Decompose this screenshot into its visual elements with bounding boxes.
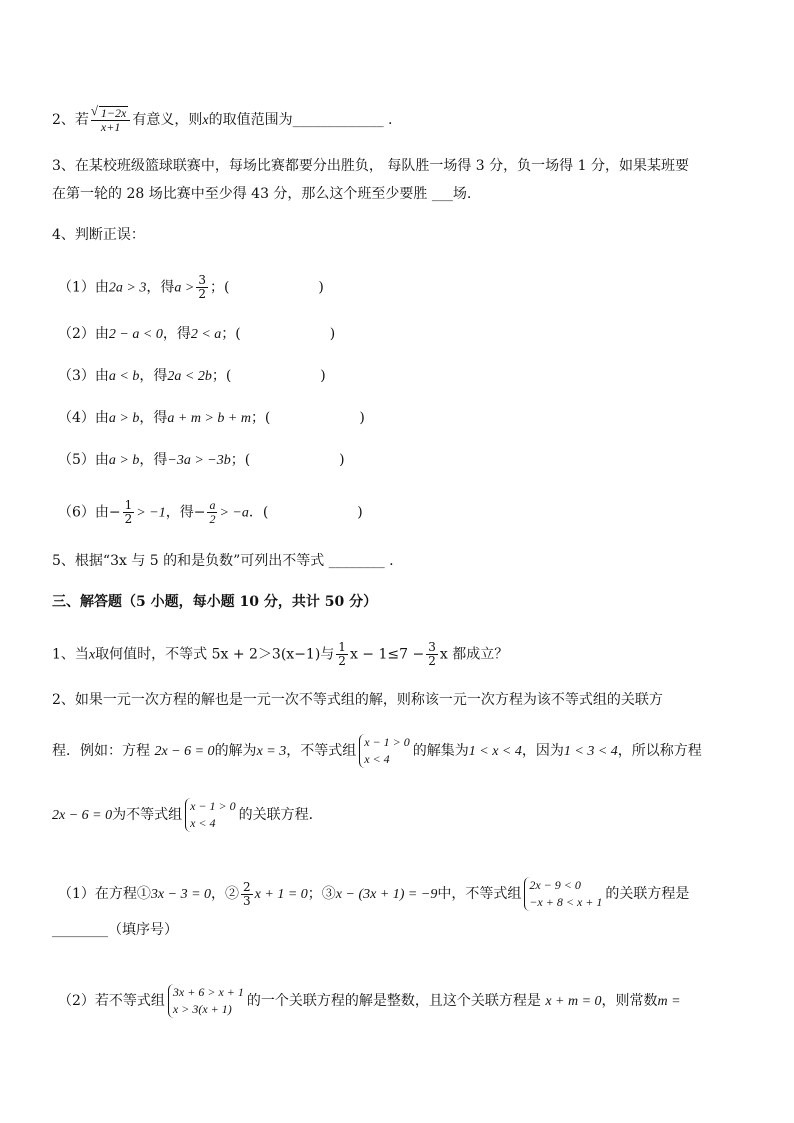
judge-item-1: （1）由2a > 3，得a > $\frac{3}{2}$ ；( ) — [58, 273, 324, 301]
question-3-line-1: 3、在某校班级篮球联赛中，每场比赛都要分出胜负， 每队胜一场得 3 分，负一场得 1 分，如果某班要 — [52, 158, 689, 174]
fraction: √ $\frac{1-2x}{x+1}$ — [91, 106, 130, 134]
question-2: 2、若 √ $\frac{1-2x}{x+1}$ 有意义，则x的取值范围为_____________ . — [52, 106, 392, 134]
judge-item-6: （6）由− $\frac{1}{2}$ > −1，得− $\frac{a}{2}$ > −a．( ) — [58, 498, 363, 526]
judge-item-3: （3）由a < b，得2a < 2b；( ) — [58, 368, 326, 384]
solve-1: 1、当x取何值时，不等式 5x + 2＞3(x−1)与 $\frac{1}{2}$ x − 1≤7 − $\frac{3}{2}$ x 都成立？ — [52, 640, 509, 668]
judge-item-5: （5）由a > b，得−3a > −3b；( ) — [58, 452, 345, 468]
question-4-title: 4、判断正误： — [52, 227, 145, 243]
fraction: $\frac{3}{2}$ — [198, 273, 206, 301]
section-heading: 三、解答题（5 小题，每小题 10 分，共计 50 分） — [52, 594, 378, 610]
judge-item-2: （2）由2 − a < 0，得2 < a；( ) — [58, 326, 336, 342]
part-1-answer-line: ________（填序号） — [52, 922, 178, 938]
inequality-system: x − 1 > 0 x < 4 — [359, 734, 410, 768]
question-3-line-2: 在第一轮的 28 场比赛中至少得 43 分，那么这个班至少要胜 ___场. — [52, 186, 472, 202]
solve-2-line-3: 2x − 6 = 0为不等式组 x − 1 > 0 x < 4 的关联方程． — [52, 799, 323, 830]
part-2: （2）若不等式组 3x + 6 > x + 1 x > 3(x + 1) 的一个关联方程的解是整数，且这个关联方程是 x + m = 0，则常数m = — [58, 985, 681, 1016]
solve-2-line-1: 2、如果一元一次方程的解也是一元一次不等式组的解，则称该一元一次方程为该不等式组的关联方 — [52, 692, 663, 708]
inequality-system: x − 1 > 0 x < 4 — [185, 798, 236, 832]
judge-item-4: （4）由a > b，得a + m > b + m；( ) — [58, 410, 365, 426]
solve-2-line-2: 程．例如：方程 2x − 6 = 0的解为x = 3，不等式组 x − 1 > 0 x < 4 的解集为1 < x < 4，因为1 < 3 < 4，所以称方程 — [52, 735, 702, 766]
inequality-system: 2x − 9 < 0 −x + 8 < x + 1 — [524, 877, 602, 911]
part-1: （1）在方程①3x − 3 = 0，② $\frac{2}{3}$ x + 1 = 0；③x − (3x + 1) = −9中，不等式组 2x − 9 < 0 −x + 8 < x + 1 的关联方程是 — [58, 878, 690, 909]
inequality-system: 3x + 6 > x + 1 x > 3(x + 1) — [168, 984, 244, 1018]
question-5: 5、根据“3x 与 5 的和是负数”可列出不等式 ________ . — [52, 553, 394, 569]
